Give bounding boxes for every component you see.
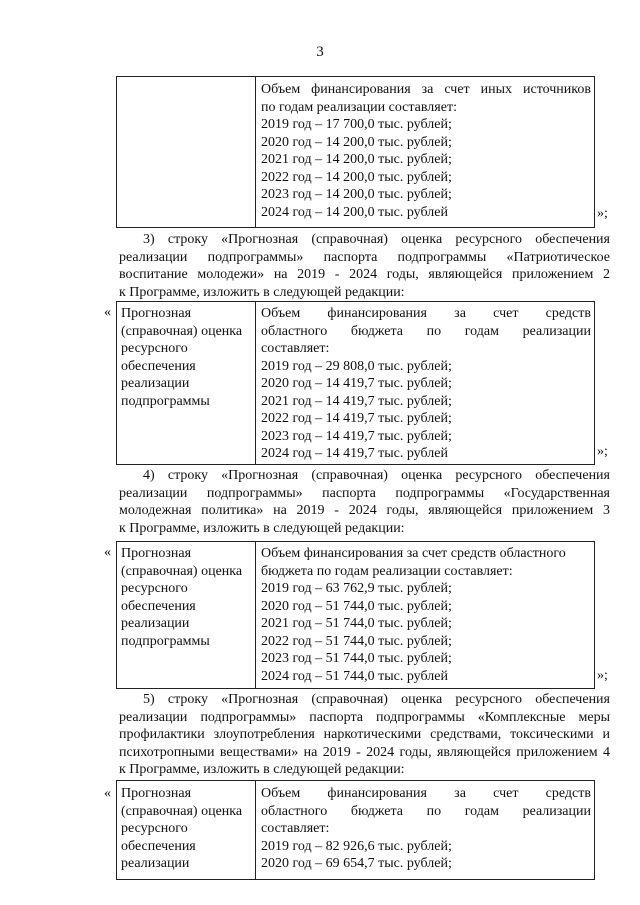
text-line: бюджета по годам реализации составляет:: [261, 563, 513, 579]
text-line: Прогнозная: [121, 546, 192, 561]
text-line: 2022 год – 51 744,0 тыс. рублей;: [261, 633, 452, 649]
text-line: областного бюджета по годам реализации: [261, 323, 591, 339]
text-line: 2020 год – 51 744,0 тыс. рублей;: [261, 598, 452, 614]
text-line: ресурсного: [121, 341, 188, 356]
text-line: 2020 год – 14 200,0 тыс. рублей;: [261, 134, 452, 150]
open-quote: «: [104, 305, 111, 320]
close-quote: »;: [597, 206, 608, 221]
text-line: профилактики злоупотребления наркотическими средствами, токсическими и: [119, 727, 610, 742]
text-line: (справочная) оценка: [121, 803, 243, 819]
text-line: 2020 год – 14 419,7 тыс. рублей;: [261, 376, 452, 391]
text-line: 2019 год – 82 926,6 тыс. рублей;: [261, 838, 452, 854]
text-line: 4) строку «Прогнозная (справочная) оценка ресурсного обеспечения: [143, 468, 610, 483]
text-line: 2023 год – 14 200,0 тыс. рублей;: [261, 187, 452, 202]
paragraph-4: [119, 467, 610, 537]
text-line: составляет:: [261, 341, 330, 356]
open-quote: «: [104, 786, 111, 801]
text-line: 2019 год – 63 762,9 тыс. рублей;: [261, 581, 452, 596]
text-line: к Программе, изложить в следующей редакции:: [119, 520, 405, 536]
text-line: обеспечения: [121, 358, 196, 374]
text-line: 2020 год – 69 654,7 тыс. рублей;: [261, 856, 452, 871]
text-line: 2021 год – 51 744,0 тыс. рублей;: [261, 616, 452, 631]
text-line: реализации: [121, 616, 190, 631]
text-line: к Программе, изложить в следующей редакции:: [119, 284, 405, 300]
text-line: Объем финансирования за счет средств: [261, 306, 591, 321]
text-line: психотропными веществами» на 2019 - 2024 годы, являющейся приложением 4: [119, 744, 610, 760]
text-line: реализации подпрограммы» паспорта подпрограммы «Государственная: [119, 485, 610, 501]
funding-table-3-left-cell: [121, 545, 255, 650]
text-line: ресурсного: [121, 581, 188, 596]
text-line: 2022 год – 14 200,0 тыс. рублей;: [261, 169, 452, 185]
text-line: к Программе, изложить в следующей редакции:: [119, 762, 405, 777]
close-quote: »;: [597, 444, 608, 459]
funding-table-2-left-cell: [121, 305, 255, 410]
text-line: (справочная) оценка: [121, 323, 243, 339]
text-line: Прогнозная: [121, 786, 192, 801]
text-line: обеспечения: [121, 838, 196, 854]
text-line: 2019 год – 29 808,0 тыс. рублей;: [261, 358, 452, 374]
text-line: обеспечения: [121, 598, 196, 614]
paragraph-3: [119, 231, 610, 301]
text-line: (справочная) оценка: [121, 563, 243, 579]
text-line: воспитание молодежи» на 2019 - 2024 годы, являющейся приложением 2: [119, 267, 610, 282]
funding-table-4-right-cell: [261, 785, 591, 873]
text-line: составляет:: [261, 821, 330, 836]
text-line: 2023 год – 14 419,7 тыс. рублей;: [261, 428, 452, 444]
text-line: по годам реализации составляет:: [261, 99, 457, 115]
text-line: реализации подпрограммы» паспорта подпрограммы «Комплексные меры: [119, 709, 610, 725]
text-line: Прогнозная: [121, 306, 192, 321]
text-line: областного бюджета по годам реализации: [261, 803, 591, 819]
funding-table-3-right-cell: [261, 545, 591, 685]
funding-table-1-right-cell: [261, 81, 591, 221]
text-line: реализации: [121, 856, 190, 871]
text-line: 2021 год – 14 419,7 тыс. рублей;: [261, 393, 452, 409]
text-line: Объем финансирования за счет иных источников: [261, 82, 591, 97]
funding-table-2-right-cell: [261, 305, 591, 463]
text-line: Объем финансирования за счет средств областного: [261, 546, 566, 561]
text-line: 5) строку «Прогнозная (справочная) оценка ресурсного обеспечения: [143, 692, 610, 707]
text-line: 2024 год – 14 200,0 тыс. рублей: [261, 204, 448, 220]
page-number: 3: [316, 44, 324, 60]
paragraph-5: [119, 691, 610, 779]
text-line: 2024 год – 51 744,0 тыс. рублей: [261, 668, 448, 684]
text-line: реализации подпрограммы» паспорта подпрограммы «Патриотическое: [119, 249, 610, 265]
text-line: Объем финансирования за счет средств: [261, 786, 591, 801]
text-line: реализации: [121, 376, 190, 391]
text-line: 2022 год – 14 419,7 тыс. рублей;: [261, 411, 452, 426]
text-line: 2021 год – 14 200,0 тыс. рублей;: [261, 152, 452, 167]
text-line: молодежная политика» на 2019 - 2024 годы, являющейся приложением 3: [119, 503, 610, 518]
text-line: подпрограммы: [121, 393, 210, 409]
close-quote: »;: [597, 668, 608, 683]
text-line: 2023 год – 51 744,0 тыс. рублей;: [261, 651, 452, 666]
text-line: 2019 год – 17 700,0 тыс. рублей;: [261, 117, 452, 132]
text-line: 2024 год – 14 419,7 тыс. рублей: [261, 446, 448, 461]
funding-table-4-left-cell: [121, 785, 255, 873]
text-line: подпрограммы: [121, 633, 210, 649]
open-quote: «: [104, 545, 111, 560]
text-line: ресурсного: [121, 821, 188, 836]
text-line: 3) строку «Прогнозная (справочная) оценка ресурсного обеспечения: [143, 232, 610, 247]
